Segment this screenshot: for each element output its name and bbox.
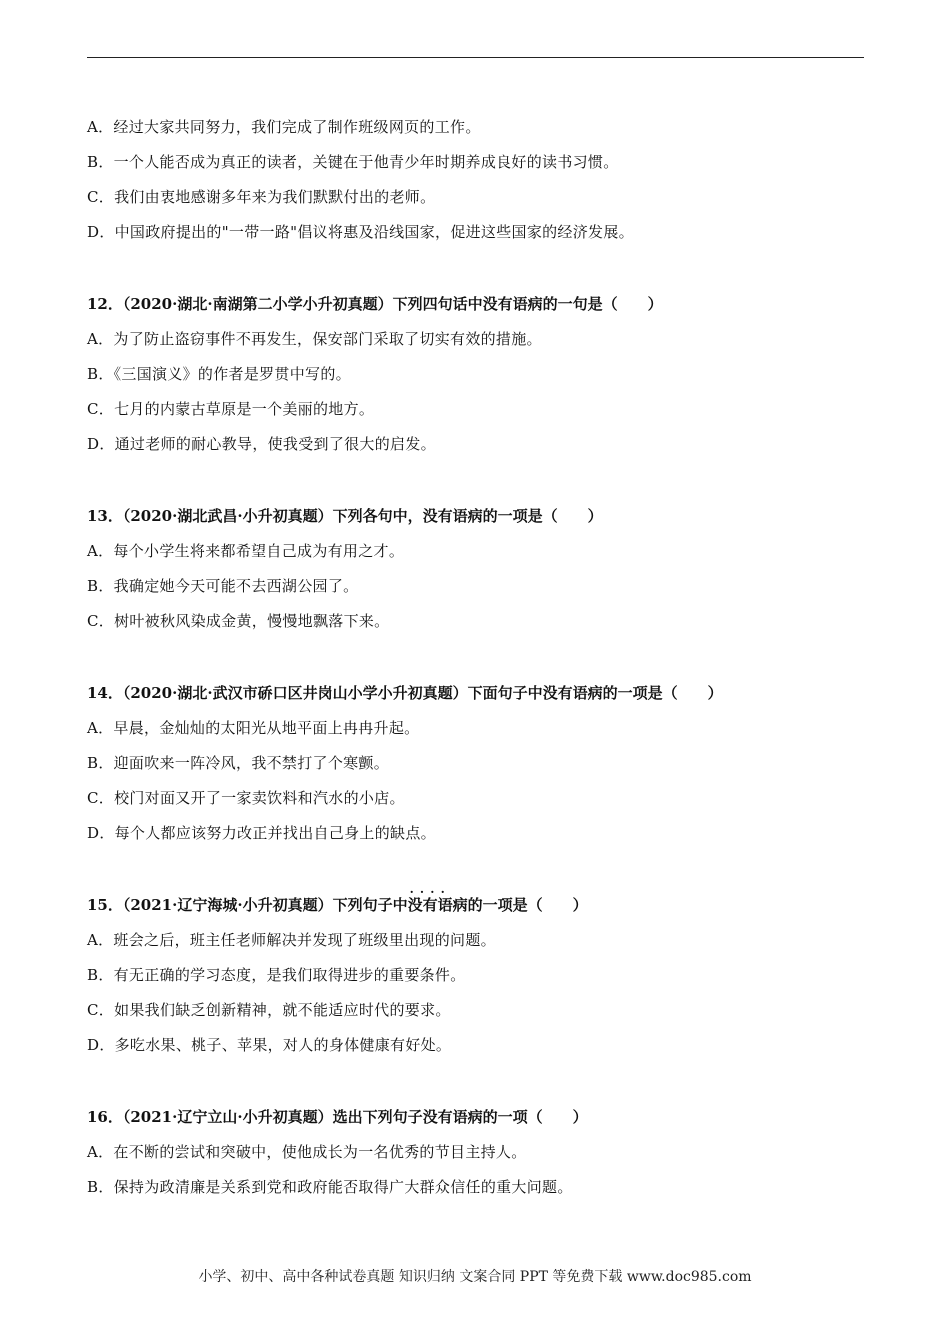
option-b: B．有无正确的学习态度，是我们取得进步的重要条件。 — [87, 966, 466, 984]
option-c: C．七月的内蒙古草原是一个美丽的地方。 — [87, 400, 375, 418]
question-title: 13．（2020·湖北武昌·小升初真题）下列各句中，没有语病的一项是（ ） — [87, 507, 603, 525]
document-body — [87, 110, 867, 1205]
option-d: D．每个人都应该努力改正并找出自己身上的缺点。 — [87, 824, 436, 842]
option-b: B．《三国演义》的作者是罗贯中写的。 — [87, 365, 351, 383]
option-a: A．在不断的尝试和突破中，使他成长为一名优秀的节目主持人。 — [87, 1143, 527, 1161]
option-b: B．保持为政清廉是关系到党和政府能否取得广大群众信任的重大问题。 — [87, 1178, 573, 1196]
question-title — [87, 888, 867, 923]
question-title: 14．（2020·湖北·武汉市硚口区井岗山小学小升初真题）下面句子中没有语病的一项是（ ） — [87, 684, 723, 702]
option-c: C．如果我们缺乏创新精神，就不能适应时代的要求。 — [87, 1001, 451, 1019]
option-b: B．一个人能否成为真正的读者，关键在于他青少年时期养成良好的读书习惯。 — [87, 153, 619, 171]
option-d: D．多吃水果、桃子、苹果，对人的身体健康有好处。 — [87, 1036, 452, 1054]
option-d: D．中国政府提出的"一带一路"倡议将惠及沿线国家，促进这些国家的经济发展。 — [87, 223, 634, 241]
question-title-suffix: 的一项是（ ） — [467, 896, 588, 914]
question-13 — [87, 499, 867, 639]
option-c: C．校门对面又开了一家卖饮料和汽水的小店。 — [87, 789, 405, 807]
question-12 — [87, 287, 867, 462]
option-b: B．我确定她今天可能不去西湖公园了。 — [87, 577, 359, 595]
option-b: B．迎面吹来一阵冷风，我不禁打了个寒颤。 — [87, 754, 390, 772]
emphasized-text: · · · · 没有语病 — [408, 888, 468, 923]
page-footer: 小学、初中、高中各种试卷真题 知识归纳 文案合同 PPT 等免费下载 www.doc985.com — [198, 1269, 752, 1285]
question-15 — [87, 888, 867, 1063]
option-a: A．每个小学生将来都希望自己成为有用之才。 — [87, 542, 405, 560]
previous-question-options — [87, 110, 867, 250]
option-a: A．为了防止盗窃事件不再发生，保安部门采取了切实有效的措施。 — [87, 330, 542, 348]
question-14 — [87, 676, 867, 851]
option-d: D．通过老师的耐心教导，使我受到了很大的启发。 — [87, 435, 436, 453]
option-a: A．班会之后，班主任老师解决并发现了班级里出现的问题。 — [87, 931, 496, 949]
option-c: C．树叶被秋风染成金黄，慢慢地飘落下来。 — [87, 612, 390, 630]
option-a: A．早晨，金灿灿的太阳光从地平面上冉冉升起。 — [87, 719, 420, 737]
question-title-prefix: 15．（2021·辽宁海城·小升初真题）下列句子中 — [87, 896, 408, 914]
question-title: 16．（2021·辽宁立山·小升初真题）选出下列句子没有语病的一项（ ） — [87, 1108, 588, 1126]
question-title: 12．（2020·湖北·南湖第二小学小升初真题）下列四句话中没有语病的一句是（ ） — [87, 295, 663, 313]
option-c: C．我们由衷地感谢多年来为我们默默付出的老师。 — [87, 188, 436, 206]
question-16 — [87, 1100, 867, 1205]
header-rule — [87, 57, 864, 58]
option-a: A．经过大家共同努力，我们完成了制作班级网页的工作。 — [87, 118, 481, 136]
